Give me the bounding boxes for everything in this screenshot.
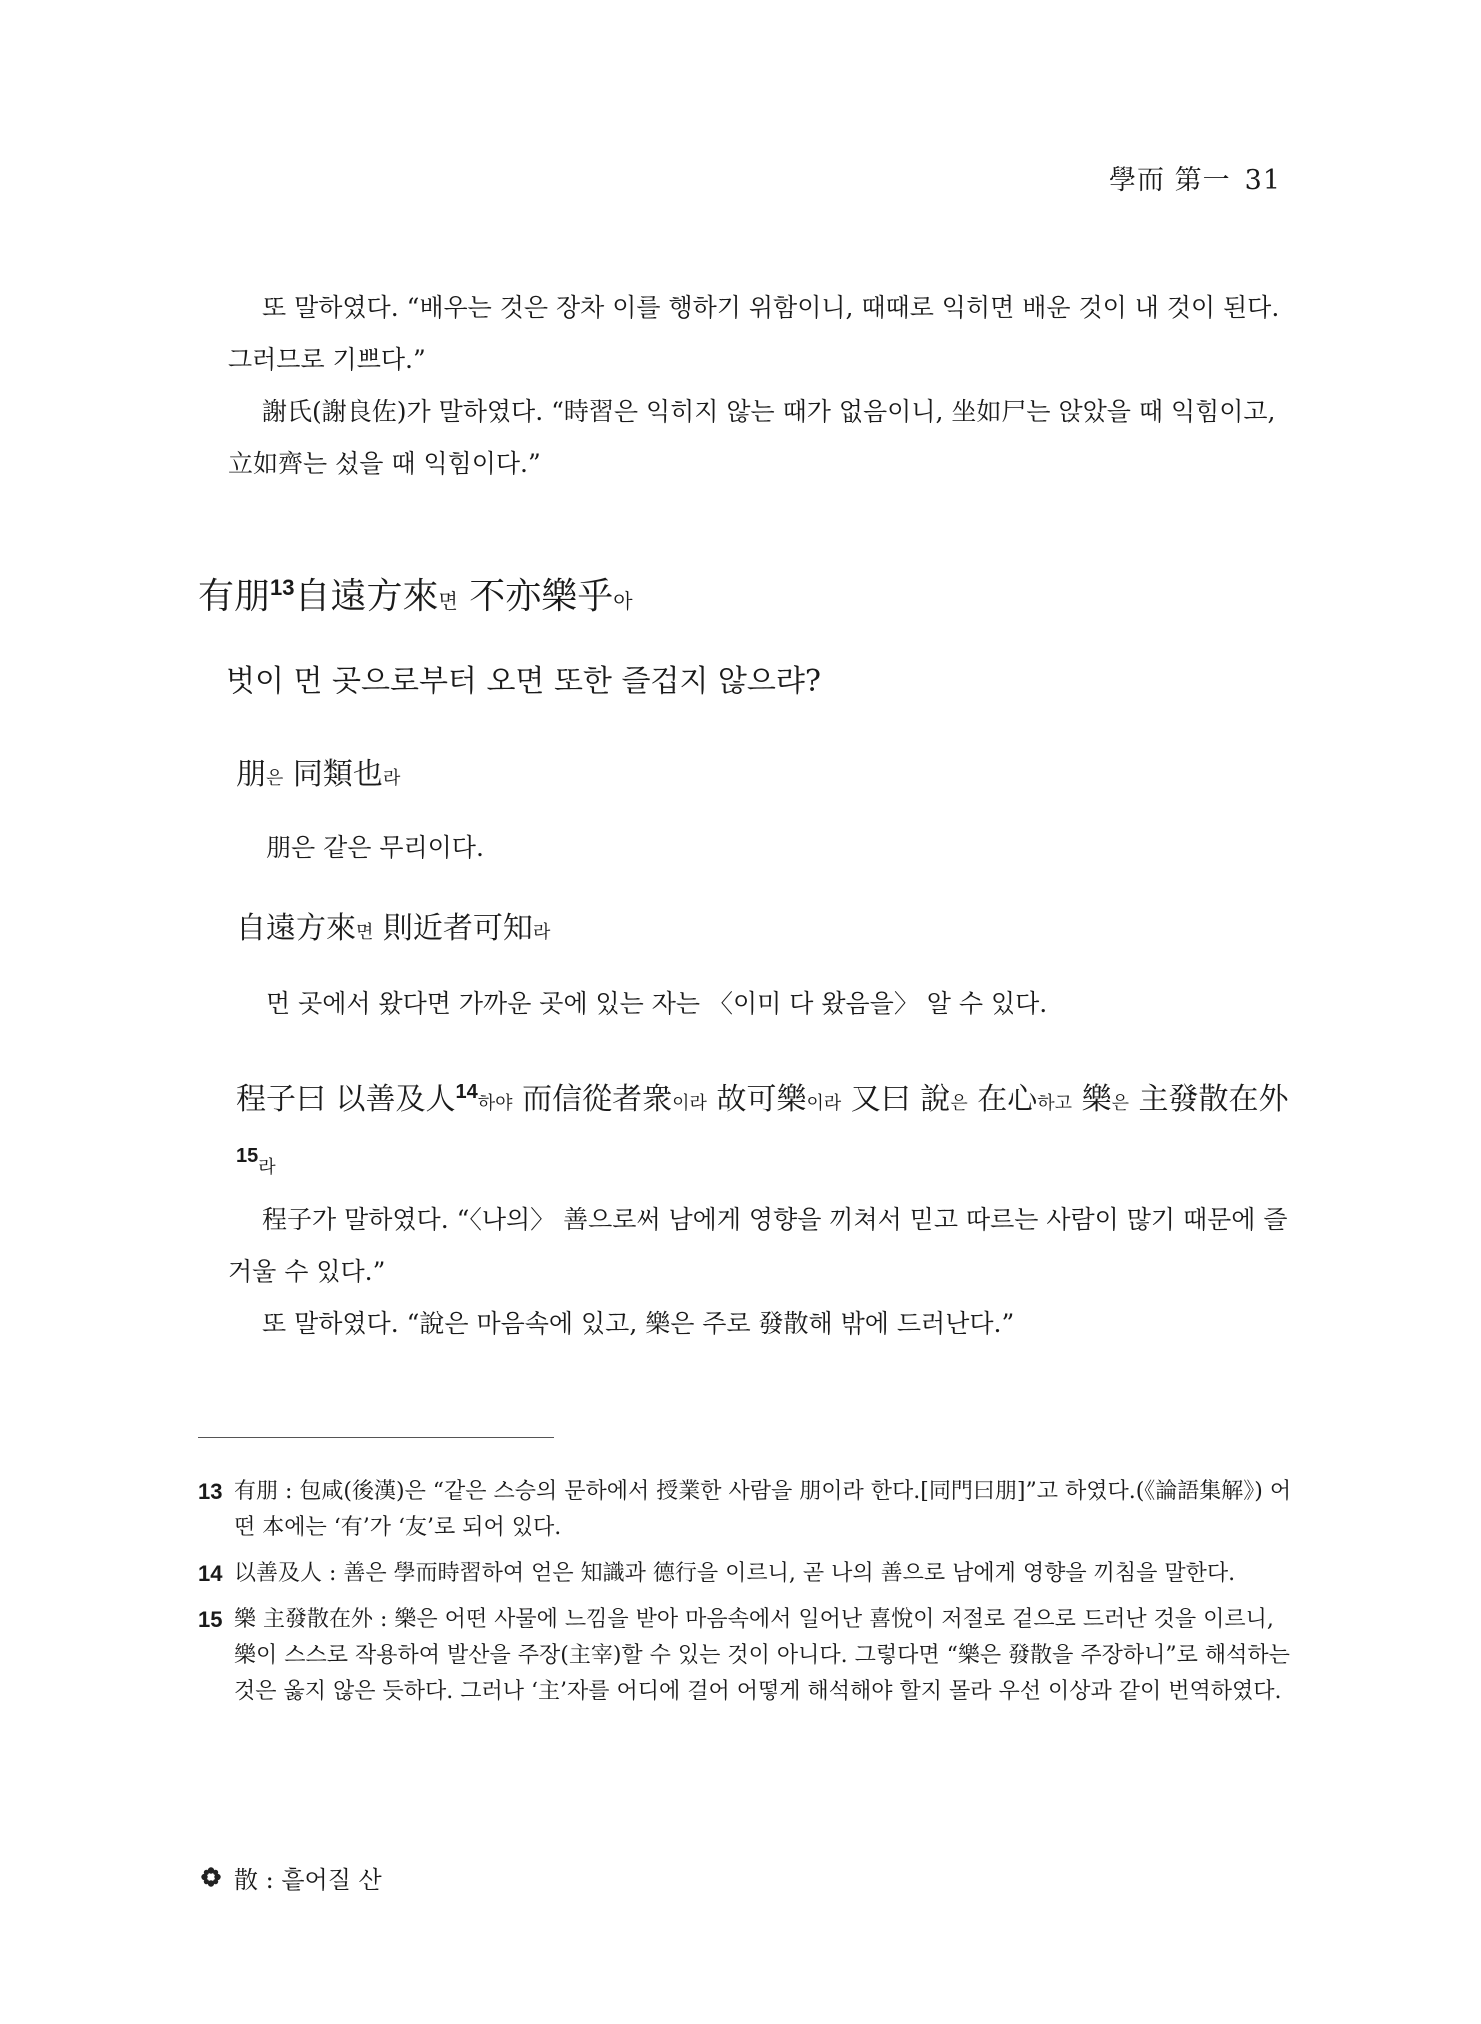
footnote-number: 13 [198,1479,223,1504]
paragraph: 程子가 말하였다. “〈나의〉 善으로써 남에게 영향을 끼쳐서 믿고 따르는 사람이 많기 때문에 즐거울 수 있다.” [228,1205,1288,1286]
footnote-text: 樂 主發散在外 : 樂은 어떤 사물에 느낌을 받아 마음속에서 일어난 喜悅이 저절로 겉으로 드러난 것을 이르니, 樂이 스스로 작용하여 발산을 주장(主宰)할 수 있는 것이 아니다. 그렇다면 “樂은 發散을 주장하니”로 해석하는 것은 옳지 않은 듯하다. 그러나 ‘主’자를 어디에 걸어 어떻게 해석해야 할지 몰라 우선 이상과 같이 번역하였다. [234,1607,1290,1704]
commentary-2 [236,907,550,955]
commentary-3 [236,1070,1296,1198]
page-number: 31 [1244,165,1281,196]
particle: 면 [438,589,458,613]
footnote-ref[interactable]: 14 [455,1081,478,1103]
particle: 은 [950,1093,968,1114]
footnote [198,1556,1298,1592]
commentary-head: 自遠方來 [236,911,356,946]
footnote-ref[interactable]: 15 [236,1145,259,1167]
footnote-number: 14 [198,1561,223,1586]
footnote-divider [198,1437,554,1438]
commentary-1-translation: 朋은 같은 무리이다. [266,833,484,862]
commentary-body: 同類也 [283,757,383,792]
translation-block-1 [228,282,1296,490]
commentary-part: 而信從者衆 [512,1082,673,1117]
chapter-title: 學而 第一 [1109,165,1231,196]
paragraph: 또 말하였다. “배우는 것은 장차 이를 행하기 위함이니, 때때로 익히면 배운 것이 내 것이 된다. 그러므로 기쁘다.” [228,293,1280,374]
footnote [198,1602,1298,1710]
commentary-part: 故可樂 [706,1082,807,1117]
classic-part: 自遠方來 [294,576,439,617]
classic-part: 有朋 [198,576,271,617]
paragraph: 謝氏(謝良佐)가 말하였다. “時習은 익히지 않는 때가 없음이니, 坐如尸는 앉았을 때 익힘이고, 立如齊는 섰을 때 익힘이다.” [228,397,1276,478]
commentary-body: 則近者可知 [373,911,533,946]
particle: 은 [266,768,284,789]
classic-part: 不亦樂乎 [457,576,614,617]
particle: 라 [258,1157,276,1178]
particle: 라 [532,922,551,943]
footnote-number: 15 [198,1607,223,1632]
footnotes [198,1474,1298,1720]
commentary-1 [236,753,400,801]
particle: 은 [1111,1093,1129,1114]
particle: 아 [613,589,633,613]
particle: 이라 [806,1093,842,1114]
commentary-part: 程子曰 以善及人 [236,1082,456,1117]
particle: 면 [356,922,374,943]
footnote-text: 以善及人 : 善은 學而時習하여 얻은 知識과 德行을 이르니, 곧 나의 善으로 남에게 영향을 끼침을 말한다. [234,1561,1236,1586]
particle: 이라 [672,1093,707,1114]
classic-translation: 벗이 먼 곳으로부터 오면 또한 즐겁지 않으랴? [226,664,821,699]
particle: 라 [382,768,401,789]
particle: 하야 [477,1093,513,1114]
classic-text [198,572,633,626]
commentary-part: 在心 [967,1082,1038,1117]
hanja-note-text: 散 : 흩어질 산 [234,1866,382,1894]
commentary-part: 又曰 說 [841,1082,951,1117]
paragraph: 또 말하였다. “說은 마음속에 있고, 樂은 주로 發散해 밖에 드러난다.” [262,1309,1015,1338]
footnote-ref[interactable]: 13 [270,575,295,600]
running-head [1109,158,1281,197]
commentary-2-translation: 먼 곳에서 왔다면 가까운 곳에 있는 자는 〈이미 다 왔음을〉 알 수 있다. [266,989,1048,1018]
hanja-note [200,1862,382,1898]
flower-icon [200,1862,222,1898]
footnote [198,1474,1298,1546]
commentary-head: 朋 [236,757,266,792]
translation-block-3 [228,1194,1296,1350]
footnote-text: 有朋 : 包咸(後漢)은 “같은 스승의 문하에서 授業한 사람을 朋이라 한다.[同門曰朋]”고 하였다.(《論語集解》) 어떤 本에는 ‘有’가 ‘友’로 되어 있다. [234,1479,1292,1540]
particle: 하고 [1037,1093,1073,1114]
commentary-part: 主發散在外 [1128,1082,1289,1117]
commentary-part: 樂 [1072,1082,1112,1117]
